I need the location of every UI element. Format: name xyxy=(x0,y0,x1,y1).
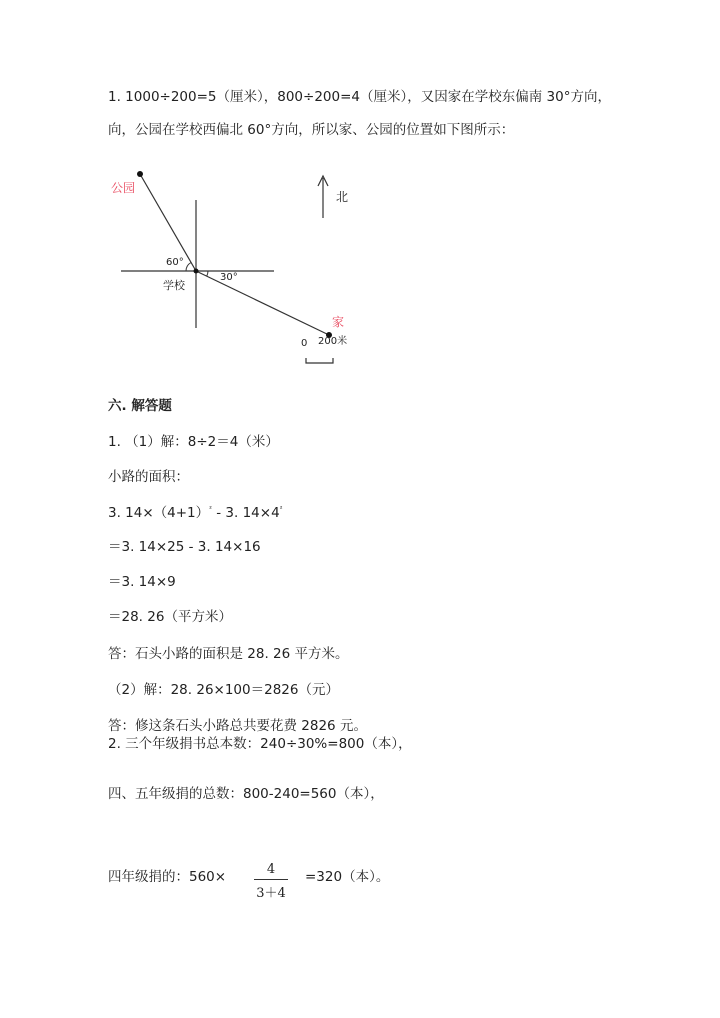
path-area-label: 小路的面积： xyxy=(108,469,189,485)
answer-1: 答：石头小路的面积是 28. 26 平方米。 xyxy=(108,646,349,662)
calc-line-4: ＝28. 26（平方米） xyxy=(108,609,232,625)
q2-line-3-prefix: 四年级捐的：560× xyxy=(108,869,227,885)
section-heading: 六. 解答题 xyxy=(108,398,172,414)
park-point xyxy=(137,171,143,177)
explanation-line-2: 向，公园在学校西偏北 60°方向，所以家、公园的位置如下图所示： xyxy=(108,122,515,138)
angle-label-60: 60° xyxy=(166,257,184,268)
calc-line-3: ＝3. 14×9 xyxy=(108,574,176,590)
direction-diagram xyxy=(0,0,720,400)
fraction-bar xyxy=(254,879,288,880)
home-label: 家 xyxy=(332,315,345,329)
fraction-numerator: 4 xyxy=(266,862,276,877)
school-label: 学校 xyxy=(163,279,185,292)
answer-2: 答：修这条石头小路总共要花费 2826 元。 xyxy=(108,718,367,734)
scale-bar xyxy=(306,358,333,363)
angle-arc-30 xyxy=(207,271,208,276)
q1-part1: 1. （1）解：8÷2＝4（米） xyxy=(108,434,279,450)
q1-part2: （2）解：28. 26×100＝2826（元） xyxy=(108,682,339,698)
square-mark: ² xyxy=(209,505,212,513)
north-label: 北 xyxy=(336,190,349,204)
park-label: 公园 xyxy=(111,181,136,195)
calc-line-1 xyxy=(108,506,283,521)
q2-line-3-suffix: =320（本）。 xyxy=(305,869,390,885)
explanation-line-1: 1. 1000÷200=5（厘米），800÷200=4（厘米），又因家在学校东偏南 30°方向， xyxy=(108,89,611,105)
q2-line-1: 2. 三个年级捐书总本数：240÷30%=800（本）， xyxy=(108,736,412,752)
angle-label-30: 30° xyxy=(220,272,238,283)
scale-zero-label: 0 xyxy=(301,338,308,349)
angle-arc-60 xyxy=(186,263,191,272)
calc1-prefix: 3. 14×（4+1） xyxy=(108,505,210,521)
fraction-denominator: 3＋4 xyxy=(256,886,286,901)
calc1-mid: - 3. 14×4 xyxy=(211,505,280,521)
fraction xyxy=(254,862,288,901)
school-home-line xyxy=(196,271,329,335)
scale-distance-label: 200米 xyxy=(318,336,348,347)
q2-line-2: 四、五年级捐的总数：800-240=560（本）， xyxy=(108,786,384,802)
school-point xyxy=(194,269,199,274)
calc-line-2: ＝3. 14×25 - 3. 14×16 xyxy=(108,539,261,555)
square-mark: ² xyxy=(279,505,283,513)
